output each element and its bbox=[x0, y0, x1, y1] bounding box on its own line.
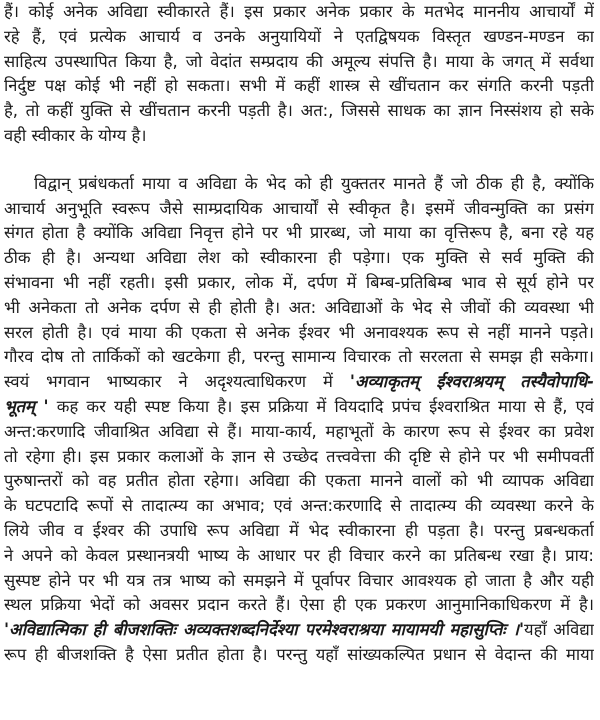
text-segment: ठीक ही है। अन्यथा अविद्या लेश को स्वीकारना ही पड़ेगा। एक मुक्ति से सर्व मुक्ति की bbox=[4, 248, 594, 268]
text-segment: हैं। कोई अनेक अविद्या स्वीकारते हैं। इस प्रकार अनेक प्रकार के मतभेद माननीय आचार्यों में bbox=[4, 2, 594, 21]
text-segment: भी अनेकता तो अनेक दर्पण से ही होती है। अत: अविद्याओं के भेद से जीवों की व्यवस्था भी bbox=[4, 297, 594, 317]
text-line bbox=[4, 494, 594, 519]
text-segment: गौरव दोष तो तार्किकों को खटकेगा ही, परन्तु सामान्य विचारक तो सरलता से समझ ही सकेगा। bbox=[4, 347, 594, 367]
text-line bbox=[4, 643, 594, 668]
text-line bbox=[4, 445, 594, 470]
text-line bbox=[4, 321, 594, 346]
text-segment: आचार्य अनुभूति स्वरूप जैसे साम्प्रदायिक आचार्यों से स्वीकृत है। इसमें जीवन्मुक्ति का प्रसंग bbox=[4, 198, 594, 218]
text-line bbox=[4, 246, 594, 271]
text-line bbox=[4, 74, 594, 99]
text-segment: रहे हैं, एवं प्रत्येक आचार्य व उनके अनुयायियों ने एतद्विषयक विस्तृत खण्डन-मण्डन का bbox=[4, 26, 594, 46]
text-segment: पुरुषान्तरों को वह प्रतीत होता रहेगा। अविद्या की एकता मानने वालों को भी व्यापक अविद्या bbox=[4, 471, 594, 491]
text-line bbox=[4, 172, 594, 197]
text-segment: रूप ही बीजशक्ति है ऐसा प्रतीत होता है। परन्तु यहाँ सांख्यकल्पित प्रधान से वेदान्त की माया bbox=[4, 644, 594, 664]
text-line bbox=[4, 0, 594, 25]
text-line bbox=[4, 25, 594, 50]
text-line bbox=[4, 544, 594, 569]
paragraph bbox=[4, 0, 594, 149]
text-segment: यहाँ अविद्या bbox=[524, 620, 594, 640]
text-line bbox=[4, 569, 594, 594]
text-line bbox=[4, 469, 594, 494]
text-line bbox=[4, 99, 594, 124]
text-segment: अन्त:करणादि जीवाश्रित अविद्या से हैं। माया-कार्य, महाभूतों के कारण रूप से ईश्वर का प्रवेश bbox=[4, 421, 594, 441]
text-line bbox=[4, 271, 594, 296]
text-segment: साहित्य उपस्थापित किया है, जो वेदांत सम्प्रदाय की अमूल्य संपत्ति है। माया के जगत् में सर्वथा bbox=[4, 51, 594, 71]
text-segment: है, तो कहीं युक्ति से खींचतान करनी पड़ती है। अत:, जिससे साधक का ज्ञान निस्संशय हो सके bbox=[4, 101, 594, 121]
text-line bbox=[4, 618, 594, 643]
paragraph bbox=[4, 172, 594, 668]
text-line bbox=[4, 197, 594, 222]
text-segment: संगत होता है क्योंकि अविद्या निवृत्त होने पर भी प्रारब्ध, जो माया का वृत्तिरूप है, बना रहे यह bbox=[4, 223, 594, 243]
text-segment: ने अपने को केवल प्रस्थानत्रयी भाष्य के आधार पर ही विचार करने का प्रतिबन्ध रखा है। प्राय: bbox=[4, 545, 594, 565]
text-line bbox=[4, 395, 594, 420]
text-line bbox=[4, 519, 594, 544]
text-segment: सुस्पष्ट होने पर भी यत्र तत्र भाष्य को समझने में पूर्वापर विचार आवश्यक हो जाता है और यही bbox=[4, 570, 594, 590]
quoted-sanskrit-text: 'अविद्यात्मिका ही बीजशक्तिः अव्यक्तशब्दनिर्देश्या परमेश्वराश्रया मायामयी महासुप्तिः ।' bbox=[4, 620, 525, 640]
text-segment: विद्वान् प्रबंधकर्ता माया व अविद्या के भेद को ही युक्ततर मानते हैं जो ठीक ही है, क्योंकि bbox=[34, 173, 594, 193]
text-segment: स्वयं भगवान भाष्यकार ने अदृश्यत्वाधिकरण में bbox=[4, 372, 350, 392]
text-line bbox=[4, 345, 594, 370]
quoted-sanskrit-text: भूतम् ' bbox=[4, 396, 49, 416]
text-segment: स्थल प्रक्रिया भेदों को अवसर प्रदान करते हैं। ऐसा ही एक प्रकरण आनुमानिकाधिकरण में है। bbox=[4, 595, 594, 615]
text-line bbox=[4, 124, 594, 149]
text-segment: लिये जीव व ईश्वर की उपाधि रूप अविद्या में भेद स्वीकारना ही पड़ता है। परन्तु प्रबन्धकर्ता bbox=[4, 520, 594, 540]
text-segment: वही स्वीकार के योग्य है। bbox=[4, 125, 147, 145]
text-segment: कह कर यही स्पष्ट किया है। इस प्रक्रिया में वियदादि प्रपंच ईश्वराश्रित माया से हैं, एवं bbox=[48, 396, 594, 416]
text-line bbox=[4, 420, 594, 445]
paragraph-gap bbox=[4, 149, 594, 172]
text-segment: संभावना भी नहीं रहती। इसी प्रकार, लोक में, दर्पण में बिम्ब-प्रतिबिम्ब भाव से सूर्य होने पर bbox=[4, 272, 594, 292]
text-segment: सरल होती है। एवं माया की एकता से अनेक ईश्वर भी अनावश्यक रूप से नहीं मानने पड़ते। bbox=[4, 322, 594, 342]
text-line bbox=[4, 50, 594, 75]
text-line bbox=[4, 221, 594, 246]
text-segment: के घटपटादि रूपों से तादात्म्य का अभाव; एवं अन्त:करणादि से तादात्म्य की व्यवस्था करने के bbox=[4, 496, 594, 516]
text-line bbox=[4, 370, 594, 395]
text-line bbox=[4, 296, 594, 321]
document-page bbox=[4, 0, 594, 668]
text-segment: निर्दुष्ट पक्ष कोई भी नहीं हो सकता। सभी में कहीं शास्त्र से खींचतान कर संगति करनी पड़ती bbox=[4, 76, 594, 96]
text-line bbox=[4, 593, 594, 618]
quoted-sanskrit-text: 'अव्याकृतम् ईश्वराश्रयम् तस्यैवोपाधि- bbox=[349, 372, 594, 392]
text-segment: तो रहेगा ही। इस प्रकार कलाओं के ज्ञान से उच्छेद तत्त्ववेत्ता की दृष्टि से होने पर भी समीपवर्ती bbox=[4, 446, 594, 466]
